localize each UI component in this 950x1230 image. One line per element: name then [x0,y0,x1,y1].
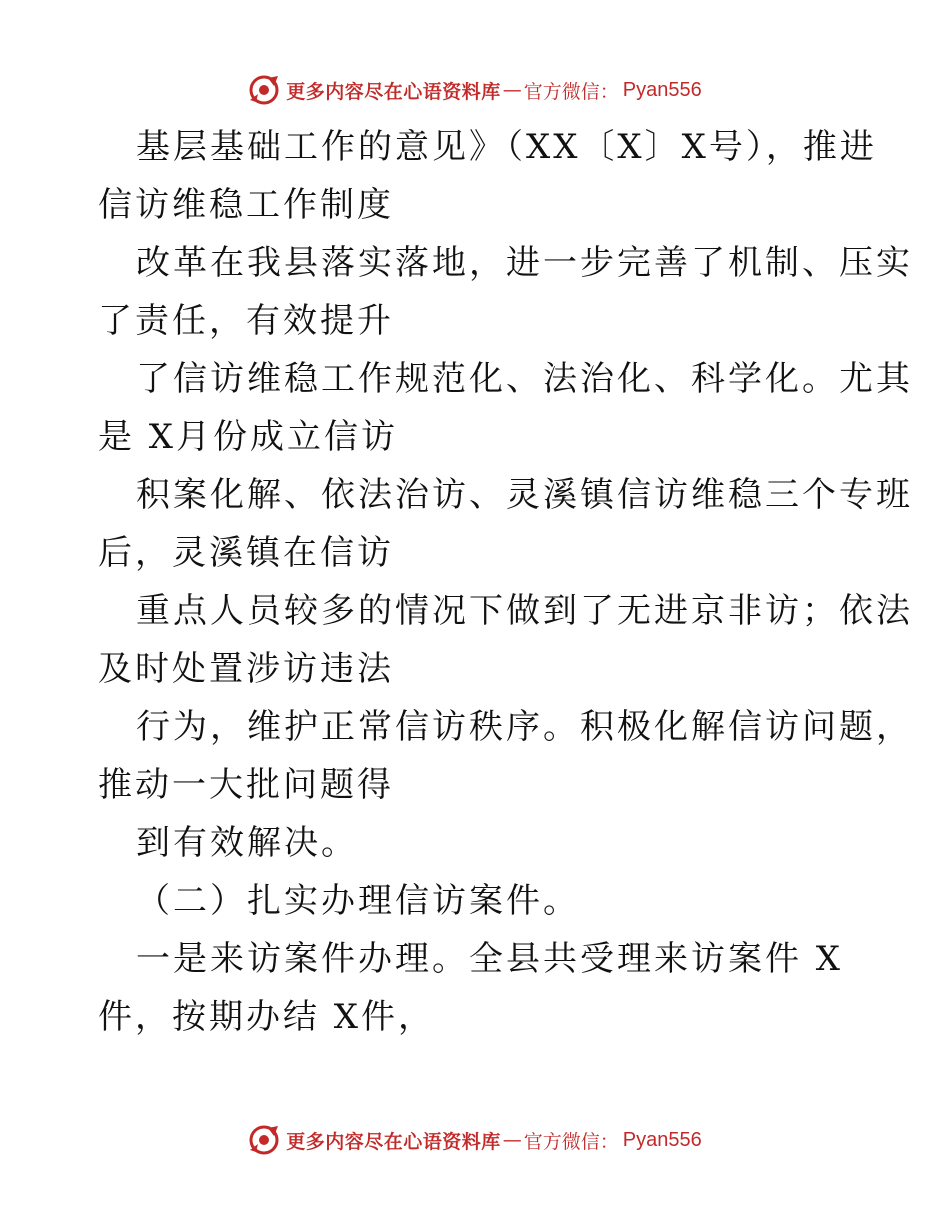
body-line: 推动一大批问题得 [98,765,394,805]
body-line: 到有效解决。 [136,823,358,863]
header-site-text: 更多内容尽在心语资料库 [286,80,501,103]
header-wechat-id: Pyan556 [622,78,702,101]
body-line: 是 X月份成立信访 [98,417,399,457]
body-line: 后，灵溪镇在信访 [98,533,394,573]
body-line: 了信访维稳工作规范化、法治化、科学化。尤其 [136,359,913,399]
body-line: 重点人员较多的情况下做到了无进京非访；依法 [136,591,913,631]
body-line: 信访维稳工作制度 [98,185,394,225]
document-body [98,118,913,1046]
body-line: 行为，维护正常信访秩序。积极化解信访问题， [136,707,913,747]
body-line: 改革在我县落实落地，进一步完善了机制、压实 [136,243,913,283]
footer-site-text: 更多内容尽在心语资料库 [286,1130,501,1153]
header-wechat-label: 官方微信： [523,80,619,103]
footer-banner [0,1120,950,1160]
body-line: 件，按期办结 X件， [98,997,436,1037]
pen-logo-icon [248,1124,280,1156]
section-heading: （二）扎实办理信访案件。 [136,881,580,921]
footer-separator: — [502,1129,522,1151]
footer-wechat-id: Pyan556 [622,1128,702,1151]
pen-logo-icon [248,74,280,106]
body-line: 积案化解、依法治访、灵溪镇信访维稳三个专班 [136,475,913,515]
body-line: 基层基础工作的意见》（XX〔X〕X号），推进 [136,127,877,167]
body-line: 及时处置涉访违法 [98,649,394,689]
body-line: 一是来访案件办理。全县共受理来访案件 X [136,939,844,979]
footer-wechat-label: 官方微信： [523,1130,619,1153]
header-banner [0,70,950,110]
header-separator: — [502,79,522,101]
body-line: 了责任，有效提升 [98,301,394,341]
